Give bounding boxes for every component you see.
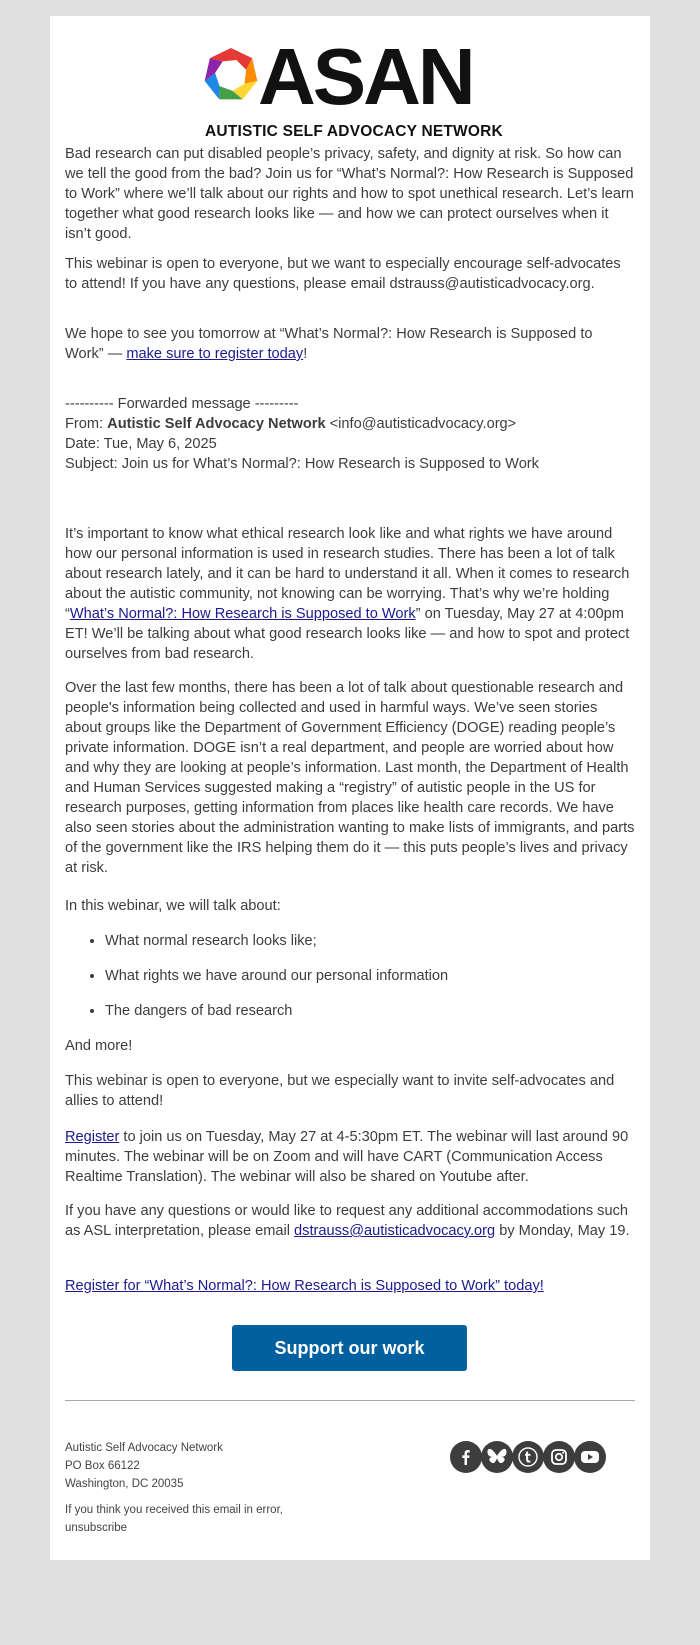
unsubscribe-link[interactable]: unsubscribe xyxy=(65,1522,128,1534)
register-today-bottom-link[interactable]: Register for “What’s Normal?: How Research is Supposed to Work” today! xyxy=(65,1278,544,1294)
asan-logo-mark-icon xyxy=(200,44,262,106)
footer-divider xyxy=(65,1400,635,1401)
body-paragraph-1: It’s important to know what ethical research look like and what rights we have around how our personal information is used in research studies. There has been a lot of talk about research lately, and it can be hard to understand it all. When it comes to research about the autistic community, not knowing can be worrying. That’s why we’re holding “What’s Normal?: How Research is Supposed to Work” on Tuesday, May 27 at 4:00pm ET! We’ll be talking about what good research looks like — and how to spot and protect ourselves from bad research. xyxy=(65,526,630,662)
body-paragraph-8 xyxy=(65,1276,635,1296)
logo-subtitle: AUTISTIC SELF ADVOCACY NETWORK xyxy=(205,123,503,140)
forwarded-from: From: Autistic Self Advocacy Network <info@autisticadvocacy.org> xyxy=(65,416,517,432)
topics-list xyxy=(65,931,635,1021)
body-paragraph-6: Register to join us on Tuesday, May 27 at 4-5:30pm ET. The webinar will last around 90 minutes. The webinar will be on Zoom and will have CART (Communication Access Realtime Translation). The webinar will also be shared on Youtube after. xyxy=(65,1129,629,1185)
footer-org: Autistic Self Advocacy Network xyxy=(65,1442,223,1454)
body-paragraph-2: Over the last few months, there has been a lot of talk about questionable research and people's information being collected and used in harmful ways. We’ve seen stories about groups like the Department of Government Efficiency (DOGE) reading people’s private information. DOGE isn’t a real department, and people are worried about how and why they are looking at people’s information. Last month, the Department of Health and Human Services suggested making a “registry” of autistic people in the US for research purposes, getting information from places like health care records. We have also seen stories about the administration wanting to make lists of immigrants, and parts of the government like the IRS helping them do it — this puts people’s lives and privacy at risk. xyxy=(65,680,635,876)
webinar-title-link[interactable]: What’s Normal?: How Research is Supposed to Work xyxy=(69,606,416,622)
footer-note xyxy=(65,1501,283,1537)
list-item: • The dangers of bad research xyxy=(105,1001,635,1021)
forwarded-header xyxy=(65,394,635,474)
intro-paragraph-2: This webinar is open to everyone, but we want to especially encourage self-advocates to attend! If you have any questions, please email dstrauss@autisticadvocacy.org. xyxy=(65,256,621,292)
intro-paragraph-3: We hope to see you tomorrow at “What’s Normal?: How Research is Supposed to Work” — make sure to register today! xyxy=(65,326,593,362)
intro-paragraph-1: Bad research can put disabled people’s privacy, safety, and dignity at risk. So how can we tell the good from the bad? Join us for “What’s Normal?: How Research is Supposed to Work” where we’ll talk about our rights and how to spot unethical research. Let’s learn together what good research looks like — and how we can protect ourselves when it isn’t good. xyxy=(65,146,634,242)
body-paragraph-3: In this webinar, we will talk about: xyxy=(65,898,281,914)
logo-wordmark: ASAN xyxy=(258,32,473,121)
bluesky-icon[interactable] xyxy=(481,1441,513,1473)
body-paragraph-4: And more! xyxy=(65,1038,133,1054)
intro-section xyxy=(65,144,635,244)
support-our-work-button[interactable]: Support our work xyxy=(232,1325,467,1371)
list-item: • What normal research looks like; xyxy=(105,931,635,951)
register-today-link[interactable]: make sure to register today xyxy=(126,346,304,362)
list-item: • What rights we have around our personal information xyxy=(105,966,635,986)
instagram-icon[interactable] xyxy=(543,1441,575,1473)
register-link[interactable]: Register xyxy=(65,1129,120,1145)
body-paragraph-7: If you have any questions or would like to request any additional accommodations such as ASL interpretation, please email dstrauss@autisticadvocacy.org by Monday, May 19. xyxy=(65,1203,630,1239)
forwarded-subject: Subject: Join us for What’s Normal?: How Research is Supposed to Work xyxy=(65,456,539,472)
facebook-icon[interactable] xyxy=(450,1441,482,1473)
footer-po-box: PO Box 66122 xyxy=(65,1460,140,1472)
email-card xyxy=(50,16,650,1560)
asan-logo xyxy=(200,32,503,146)
footer-city: Washington, DC 20035 xyxy=(65,1478,184,1490)
forwarded-date: Date: Tue, May 6, 2025 xyxy=(65,436,217,452)
social-links xyxy=(450,1441,620,1481)
email-link[interactable]: dstrauss@autisticadvocacy.org xyxy=(294,1223,496,1239)
tumblr-icon[interactable] xyxy=(512,1441,544,1473)
footer-address xyxy=(65,1439,223,1493)
footer-error-note: If you think you received this email in error, xyxy=(65,1504,283,1516)
forwarded-divider: ---------- Forwarded message --------- xyxy=(65,396,299,412)
youtube-icon[interactable] xyxy=(574,1441,606,1473)
body-paragraph-5: This webinar is open to everyone, but we especially want to invite self-advocates and allies to attend! xyxy=(65,1073,615,1109)
